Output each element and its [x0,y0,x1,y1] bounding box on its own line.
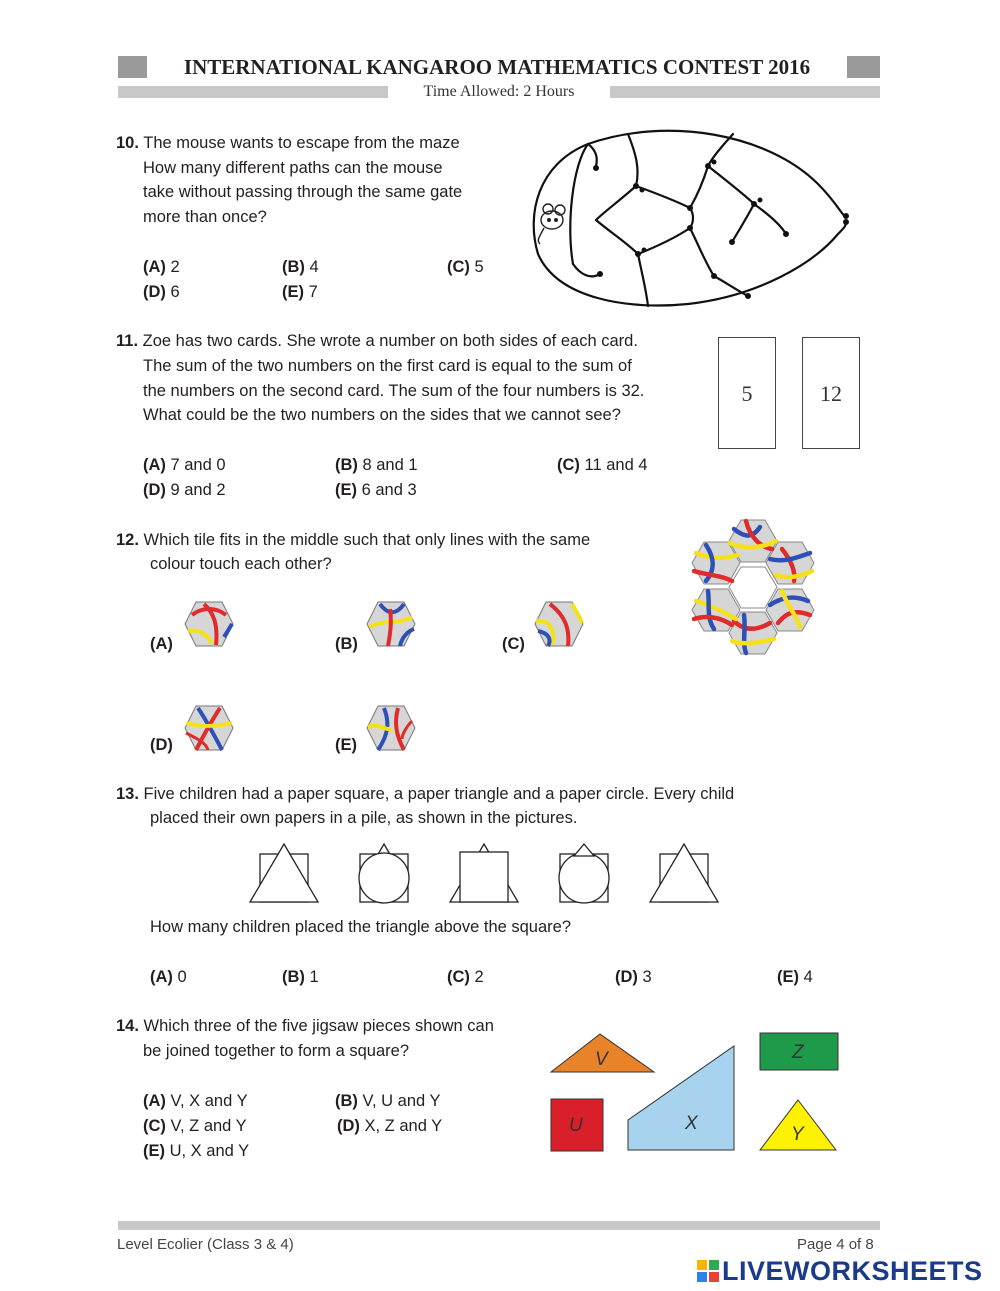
q10-option-b[interactable]: (B) 4 [282,258,319,276]
q13-option-e[interactable]: (E) 4 [777,968,813,986]
q12-tile-e[interactable] [366,705,416,751]
q11-line-1: Zoe has two cards. She wrote a number on both sides of each card. [142,332,638,350]
q11-line-3: the numbers on the second card. The sum of the four numbers is 32. [143,382,645,400]
piece-u-label: U [569,1115,583,1136]
q11-option-b[interactable]: (B) 8 and 1 [335,456,418,474]
q13-question: How many children placed the triangle above the square? [150,918,572,936]
q14-line-2: be joined together to form a square? [143,1042,410,1060]
q10-option-d[interactable]: (D) 6 [143,283,180,301]
contest-title: INTERNATIONAL KANGAROO MATHEMATICS CONTEST 2016 [147,55,847,79]
footer-level: Level Ecolier (Class 3 & 4) [117,1236,294,1253]
q13-option-b[interactable]: (B) 1 [282,968,319,986]
q11-line-4: What could be the two numbers on the sides that we cannot see? [143,406,621,424]
q12-tile-d[interactable] [184,705,234,751]
q12-option-a-label[interactable]: (A) [150,635,173,653]
q10-line-1: The mouse wants to escape from the maze [143,134,460,152]
q10-text [116,131,516,156]
piece-x [628,1046,734,1150]
card-1: 5 [718,337,776,449]
q10-option-e[interactable]: (E) 7 [282,283,318,301]
q12-option-c-label[interactable]: (C) [502,635,525,653]
q12-tile-b[interactable] [366,601,416,647]
q13-option-d[interactable]: (D) 3 [615,968,652,986]
q11-option-d[interactable]: (D) 9 and 2 [143,481,226,499]
q11-line-2: The sum of the two numbers on the first card is equal to the sum of [143,357,632,375]
q12-line-2: colour touch each other? [150,555,332,573]
q12-option-d-label[interactable]: (D) [150,736,173,754]
q11-text [116,329,716,354]
q10-line-4: more than once? [143,208,267,226]
card-2: 12 [802,337,860,449]
q11-option-a[interactable]: (A) 7 and 0 [143,456,226,474]
q14-option-a[interactable]: (A) V, X and Y [143,1092,248,1110]
piece-z-label: Z [792,1042,804,1063]
q14-option-d[interactable]: (D) X, Z and Y [337,1117,443,1135]
q14-option-e[interactable]: (E) U, X and Y [143,1142,250,1160]
q13-option-c[interactable]: (C) 2 [447,968,484,986]
q12-number: 12. [116,531,139,549]
q11-option-c[interactable]: (C) 11 and 4 [557,456,648,474]
q10-option-c[interactable]: (C) 5 [447,258,484,276]
q14-option-c[interactable]: (C) V, Z and Y [143,1117,247,1135]
q13-number: 13. [116,785,139,803]
jigsaw-pieces [548,1028,842,1154]
liveworksheets-text: LIVEWORKSHEETS [722,1256,983,1286]
q12-option-b-label[interactable]: (B) [335,635,358,653]
q12-line-1: Which tile fits in the middle such that only lines with the same [143,531,591,549]
mouse-icon [538,204,565,244]
maze-figure [518,124,853,310]
liveworksheets-badge-icon [697,1260,719,1282]
q12-tile-a[interactable] [184,601,234,647]
q10-number: 10. [116,134,139,152]
q10-line-3: take without passing through the same gate [143,183,463,201]
q13-piles [248,842,720,904]
q14-number: 14. [116,1017,139,1035]
q13-line-2: placed their own papers in a pile, as shown in the pictures. [150,809,578,827]
piece-v-label: V [595,1049,608,1070]
q13-option-a[interactable]: (A) 0 [150,968,187,986]
q14-line-1: Which three of the five jigsaw pieces shown can [143,1017,494,1035]
piece-x-label: X [685,1113,698,1134]
piece-y-label: Y [791,1124,804,1145]
q12-tile-c[interactable] [534,601,584,647]
q10-option-a[interactable]: (A) 2 [143,258,180,276]
time-allowed: Time Allowed: 2 Hours [388,82,610,102]
footer-bar [118,1221,880,1230]
hexagon-ring [686,519,820,659]
q11-number: 11. [116,332,139,350]
q14-option-b[interactable]: (B) V, U and Y [335,1092,441,1110]
q14-text [116,1014,546,1039]
footer-page: Page 4 of 8 [797,1236,874,1253]
q13-text [116,782,856,807]
q10-line-2: How many different paths can the mouse [143,159,443,177]
q12-text [116,528,676,553]
q12-option-e-label[interactable]: (E) [335,736,357,754]
q11-option-e[interactable]: (E) 6 and 3 [335,481,417,499]
q13-line-1: Five children had a paper square, a paper triangle and a paper circle. Every child [143,785,735,803]
